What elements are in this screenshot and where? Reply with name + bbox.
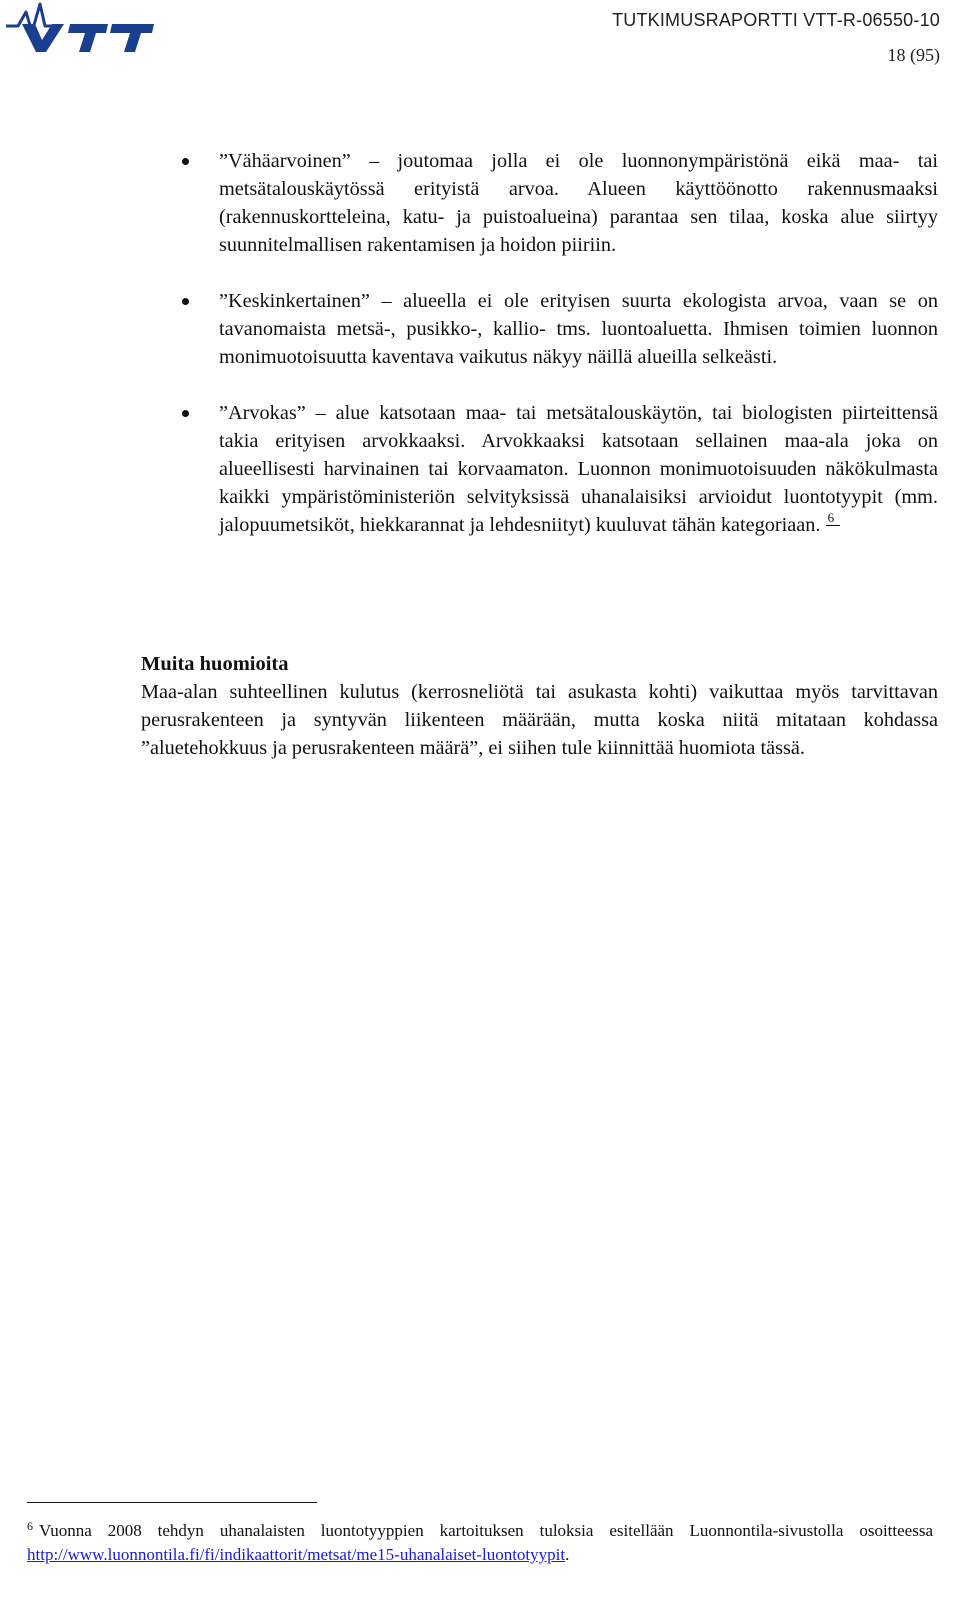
section-other-remarks xyxy=(141,650,938,762)
footnote-link[interactable]: http://www.luonnontila.fi/fi/indikaattorit/metsat/me15-uhanalaiset-luontotyypit xyxy=(27,1545,566,1564)
bullet-icon xyxy=(182,410,189,417)
list-item xyxy=(182,147,938,259)
list-item-text: ”Vähäarvoinen” – joutomaa jolla ei ole luonnonympäristönä eikä maa- tai metsätalouskäytössä erityistä arvoa. Alueen käyttöönotto rakennusmaaksi (rakennuskortteleina, katu- ja puistoalueina) parantaa sen tilaa, koska alue siirtyy suunnitelmallisen rakentamisen ja hoidon piiriin. xyxy=(219,150,938,256)
footnote-number: 6 xyxy=(27,1519,33,1533)
page-number: 18 (95) xyxy=(887,45,940,65)
list-item-text: ”Keskinkertainen” – alueella ei ole erityisen suurta ekologista arvoa, vaan se on tavanomaista metsä-, pusikko-, kallio- tms. luontoaluetta. Ihmisen toimien luonnon monimuotoisuutta kaventava vaikutus näkyy näillä alueilla selkeästi. xyxy=(219,290,938,368)
report-id: TUTKIMUSRAPORTTI VTT-R-06550-10 xyxy=(612,10,940,30)
bullet-icon xyxy=(182,158,189,165)
footnote-end: . xyxy=(565,1545,570,1564)
section-heading: Muita huomioita xyxy=(141,653,289,675)
list-item xyxy=(182,287,938,371)
classification-list xyxy=(182,147,938,567)
vtt-logo xyxy=(4,2,156,54)
footnote-divider xyxy=(27,1502,317,1503)
footnote xyxy=(27,1514,933,1567)
footnote-reference[interactable]: 6 xyxy=(826,511,841,526)
footnote-text: Vuonna 2008 tehdyn uhanalaisten luontotyyppien kartoituksen tuloksia esitellään Luonnontila-sivustolla osoitteessa xyxy=(39,1521,933,1540)
list-item-text: ”Arvokas” – alue katsotaan maa- tai metsätalouskäytön, tai biologisten piirteittensä takia erityisen arvokkaaksi. Arvokkaaksi katsotaan sellainen maa-ala joka on alueellisesti harvinainen tai korvaamaton. Luonnon monimuotoisuuden näkökulmasta kaikki ympäristöministeriön selvityksissä uhanalaisiksi arvioidut luontotyypit (mm. jalopuumetsiköt, hiekkarannat ja lehdesniityt) kuuluvat tähän kategoriaan. xyxy=(219,402,938,536)
section-paragraph: Maa-alan suhteellinen kulutus (kerrosneliötä tai asukasta kohti) vaikuttaa myös tarvittavan perusrakenteen ja syntyvän liikenteen määrään, mutta koska niitä mitataan kohdassa ”aluetehokkuus ja perusrakenteen määrä”, ei siihen tule kiinnittää huomiota tässä. xyxy=(141,681,938,759)
list-item xyxy=(182,399,938,539)
bullet-icon xyxy=(182,298,189,305)
logo-letters xyxy=(22,24,154,52)
